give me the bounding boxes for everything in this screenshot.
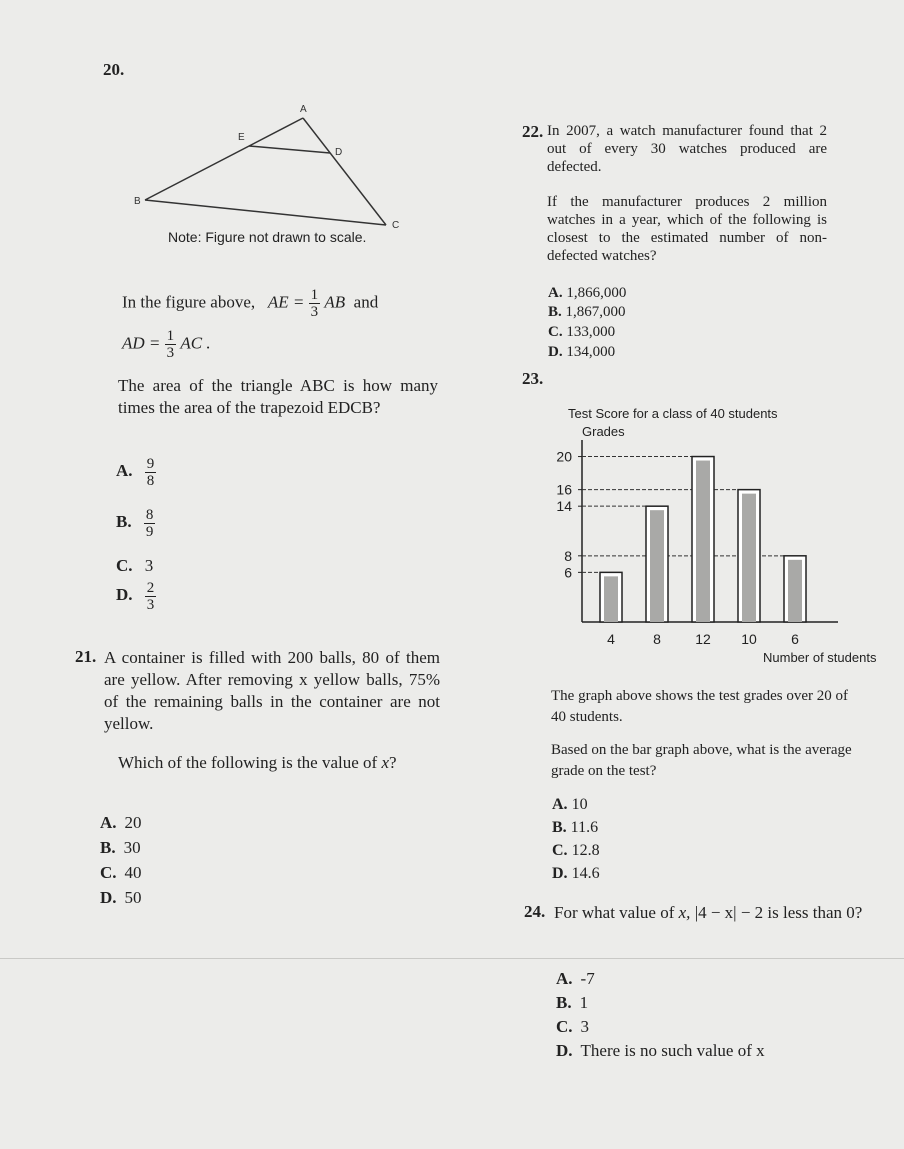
q21-text: A container is filled with 200 balls, 80 of them are yellow. After removing x yellow balls, 75% of the remaining balls in the container are not yellow. (104, 648, 440, 733)
q23-option-d-letter: D. (552, 865, 568, 882)
chart-ylabel: Grades (582, 424, 625, 439)
q22-option-b-value: 1,867,000 (565, 304, 626, 320)
q21-option-d[interactable] (100, 887, 142, 909)
q22-option-a-value: 1,866,000 (566, 285, 627, 301)
q23-option-a-value: 10 (571, 796, 588, 813)
q23-option-d[interactable] (552, 863, 600, 885)
q20-option-d-num: 2 (146, 580, 155, 596)
q20-option-d-letter: D. (116, 585, 133, 605)
q20-intro: In the figure above, (122, 292, 256, 312)
q20-option-c-letter: C. (116, 556, 133, 575)
q22-option-d[interactable] (548, 343, 615, 362)
label-c: C (392, 220, 400, 231)
q24-option-d-value: There is no such value of x (580, 1041, 765, 1060)
q21-number: 21. (75, 647, 97, 666)
q20-eq2-rhs: AC . (180, 333, 211, 353)
q21-option-c-letter: C. (100, 863, 117, 882)
x-tick-label: 4 (607, 631, 615, 647)
label-b: B (134, 196, 141, 207)
q23-option-b-value: 11.6 (570, 819, 599, 836)
segment-ed (249, 146, 330, 153)
q22-option-d-letter: D. (548, 344, 563, 360)
q24-option-c[interactable] (556, 1016, 589, 1038)
q24-text-pre: For what value of (554, 903, 675, 922)
y-tick-label: 6 (564, 564, 572, 581)
q23-option-c-value: 12.8 (571, 842, 600, 859)
q20-option-b-letter: B. (116, 512, 132, 532)
q21-option-b-letter: B. (100, 838, 116, 857)
q23-option-a-letter: A. (552, 796, 568, 813)
side-bc (145, 200, 386, 225)
q22-option-d-value: 134,000 (566, 344, 616, 360)
q20-eq2-lhs: AD = (122, 333, 161, 353)
y-tick-label: 14 (556, 498, 572, 515)
q21-question-post: ? (388, 753, 397, 772)
q20-option-a-fraction (145, 456, 157, 489)
q21-option-b-value: 30 (123, 838, 141, 857)
q21-option-d-letter: D. (100, 888, 117, 907)
q20-option-b-fraction (144, 507, 156, 540)
q24-option-c-letter: C. (556, 1017, 573, 1036)
q20-option-d-fraction (145, 580, 157, 613)
q20-eq2-num: 1 (166, 328, 175, 344)
q21-option-c-value: 40 (124, 863, 142, 882)
label-e: E (238, 132, 245, 143)
q24-option-c-value: 3 (580, 1017, 590, 1036)
bar (696, 461, 710, 622)
q22-option-b-letter: B. (548, 304, 562, 320)
q20-given-2 (122, 328, 211, 361)
q23-option-b[interactable] (552, 817, 598, 839)
q21-option-b[interactable] (100, 837, 141, 859)
q22-option-c[interactable] (548, 323, 615, 342)
q20-eq1-num: 1 (310, 287, 319, 303)
q24-option-b-value: 1 (579, 993, 589, 1012)
q22-option-c-letter: C. (548, 324, 563, 340)
q21-option-d-value: 50 (124, 888, 142, 907)
label-d: D (335, 147, 343, 158)
chart-title: Test Score for a class of 40 students (568, 406, 778, 421)
q20-and: and (353, 292, 379, 312)
q20-eq1-fraction (309, 287, 321, 320)
q21-option-a-value: 20 (124, 813, 142, 832)
bar (742, 494, 756, 622)
q22-number: 22. (522, 122, 544, 141)
q24-option-a-letter: A. (556, 969, 573, 988)
q22-text-1: In 2007, a watch manufacturer found that 2 out of every 30 watches produced are defected. (547, 123, 827, 175)
side-ac (303, 118, 386, 225)
q23-option-b-letter: B. (552, 819, 567, 836)
q20-option-a-letter: A. (116, 461, 133, 481)
q21-question-pre: Which of the following is the value of (118, 753, 378, 772)
page-fold-line (0, 958, 904, 959)
q20-eq2-den: 3 (166, 345, 175, 361)
y-tick-label: 16 (556, 481, 572, 498)
q21-option-c[interactable] (100, 862, 142, 884)
q24-option-a[interactable] (556, 968, 595, 990)
q20-eq1-lhs: AE = (267, 292, 305, 312)
q20-question: The area of the triangle ABC is how many times the area of the trapezoid EDCB? (118, 376, 438, 417)
x-tick-label: 6 (791, 631, 799, 647)
q24-expression: |4 − x| − 2 (694, 903, 764, 922)
q24-option-a-value: -7 (580, 969, 595, 988)
q20-number: 20. (103, 60, 125, 79)
q20-option-c[interactable] (116, 555, 153, 577)
q22-option-a-letter: A. (548, 285, 563, 301)
q23-text-1: The graph above shows the test grades over 20 of 40 students. (551, 688, 848, 725)
q20-option-c-value: 3 (144, 556, 154, 575)
q23-text-2: Based on the bar graph above, what is the average grade on the test? (551, 742, 852, 779)
q24-option-d-letter: D. (556, 1041, 573, 1060)
x-tick-label: 10 (741, 631, 757, 647)
triangle-figure (130, 100, 430, 250)
q20-eq1-den: 3 (310, 304, 319, 320)
q20-option-b[interactable] (116, 507, 155, 540)
q20-eq1-rhs: AB (324, 292, 346, 312)
figure-note: Note: Figure not drawn to scale. (168, 229, 367, 245)
q20-option-b-num: 8 (145, 507, 154, 523)
q23-option-c-letter: C. (552, 842, 568, 859)
q24-option-b[interactable] (556, 992, 588, 1014)
q24-var: x, (678, 903, 691, 922)
q20-option-a[interactable] (116, 456, 156, 489)
q20-option-d[interactable] (116, 580, 156, 613)
q22-option-a[interactable] (548, 284, 626, 303)
q23-option-a[interactable] (552, 794, 588, 816)
y-tick-label: 20 (556, 448, 572, 465)
q21-question-var: x (381, 753, 389, 772)
q24-option-d[interactable] (556, 1040, 765, 1062)
q24-option-b-letter: B. (556, 993, 572, 1012)
chart-xlabel: Number of students (763, 650, 877, 665)
bar-chart (520, 400, 892, 670)
bar (604, 576, 618, 622)
q20-eq2-fraction (165, 328, 177, 361)
label-a: A (300, 104, 307, 115)
bar (788, 560, 802, 622)
q21-option-a-letter: A. (100, 813, 117, 832)
q22-option-b[interactable] (548, 303, 626, 322)
q23-option-c[interactable] (552, 840, 600, 862)
x-tick-label: 12 (695, 631, 711, 647)
q20-option-b-den: 9 (145, 524, 154, 540)
q24-number: 24. (524, 902, 546, 921)
q21-option-a[interactable] (100, 812, 142, 834)
q20-option-a-num: 9 (146, 456, 155, 472)
q20-option-d-den: 3 (146, 597, 155, 613)
bar (650, 510, 664, 622)
side-ab (145, 118, 303, 200)
q20-option-a-den: 8 (146, 473, 155, 489)
q22-text-2: If the manufacturer produces 2 million watches in a year, which of the following is closest to the estimated number of non-defected watches? (547, 194, 827, 264)
q24-text-post: is less than 0? (767, 903, 863, 922)
q24-text (554, 902, 864, 924)
q21-question (118, 752, 438, 774)
q20-given (122, 287, 442, 320)
x-tick-label: 8 (653, 631, 661, 647)
q22-option-c-value: 133,000 (566, 324, 616, 340)
y-tick-label: 8 (564, 547, 572, 564)
q23-number: 23. (522, 369, 544, 388)
q23-option-d-value: 14.6 (571, 865, 600, 882)
